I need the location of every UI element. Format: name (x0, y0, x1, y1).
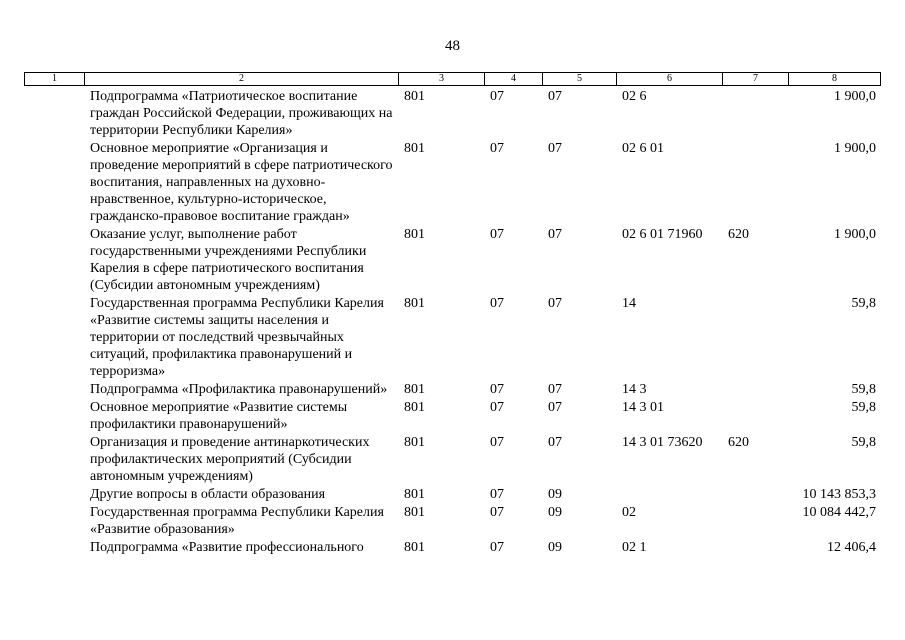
row-csr: 02 1 (622, 540, 647, 555)
row-csr: 02 6 (622, 89, 647, 104)
row-csr (616, 486, 722, 504)
row-sum: 59,8 (851, 400, 876, 415)
row-name: Подпрограмма «Профилактика правонарушений» (90, 382, 388, 397)
row-rz: 07 (490, 505, 504, 520)
row-name: Основное мероприятие «Организация и проведение мероприятий в сфере патриотического воспитания, направленных на духовно-нравственное, культурно-историческое, гражданско-правовое воспитание граждан» (90, 141, 393, 224)
row-sum: 12 406,4 (827, 540, 876, 555)
header-col-3: 3 (399, 73, 485, 86)
row-sum: 1 900,0 (834, 141, 876, 156)
row-sum: 10 084 442,7 (802, 505, 876, 520)
row-csr: 02 (622, 505, 636, 520)
row-rz: 07 (490, 435, 504, 450)
header-col-8: 8 (789, 73, 881, 86)
row-vr: 620 (728, 227, 749, 242)
row-rz: 07 (490, 382, 504, 397)
row-vr (722, 486, 788, 504)
row-ved: 801 (404, 435, 425, 450)
row-sum: 59,8 (851, 296, 876, 311)
row-csr: 14 3 (622, 382, 647, 397)
row-vr (722, 399, 788, 434)
row-name: Государственная программа Республики Карелия «Развитие системы защиты населения и территории от последствий чрезвычайных ситуаций, профилактика правонарушений и терроризма» (90, 296, 384, 379)
row-sum: 59,8 (851, 382, 876, 397)
table-row (24, 539, 880, 557)
row-rz: 07 (490, 400, 504, 415)
header-col-4: 4 (485, 73, 543, 86)
row-pr: 07 (548, 89, 562, 104)
row-pr: 07 (548, 382, 562, 397)
row-pr: 09 (548, 540, 562, 555)
row-sum: 10 143 853,3 (802, 487, 876, 502)
row-rz: 07 (490, 227, 504, 242)
row-pr: 07 (548, 400, 562, 415)
header-col-1: 1 (25, 73, 85, 86)
row-rz: 07 (490, 296, 504, 311)
row-vr (722, 140, 788, 226)
row-name: Подпрограмма «Патриотическое воспитание граждан Российской Федерации, проживающих на территории Республики Карелия» (90, 89, 393, 138)
row-csr: 14 3 01 73620 (622, 435, 703, 450)
row-name: Подпрограмма «Развитие профессионального (90, 540, 364, 555)
row-name: Другие вопросы в области образования (90, 487, 326, 502)
row-rz: 07 (490, 540, 504, 555)
row-vr (722, 539, 788, 557)
row-vr (722, 504, 788, 539)
row-pr: 09 (548, 487, 562, 502)
row-pr: 07 (548, 141, 562, 156)
table-row (24, 140, 880, 226)
row-rz: 07 (490, 141, 504, 156)
table-row (24, 399, 880, 434)
table-row (24, 226, 880, 295)
header-col-2: 2 (85, 73, 399, 86)
row-pr: 07 (548, 435, 562, 450)
row-name: Организация и проведение антинаркотических профилактических мероприятий (Субсидии автономным учреждениям) (90, 435, 370, 484)
header-col-7: 7 (723, 73, 789, 86)
header-col-5: 5 (543, 73, 617, 86)
row-csr: 14 (622, 296, 636, 311)
row-pr: 09 (548, 505, 562, 520)
row-pr: 07 (548, 227, 562, 242)
table-row (24, 295, 880, 381)
row-vr (722, 88, 788, 140)
row-ved: 801 (404, 540, 425, 555)
row-name: Государственная программа Республики Карелия «Развитие образования» (90, 505, 384, 537)
row-ved: 801 (404, 382, 425, 397)
row-sum: 1 900,0 (834, 89, 876, 104)
row-ved: 801 (404, 505, 425, 520)
table-row (24, 486, 880, 504)
column-number-header (24, 72, 881, 86)
row-rz: 07 (490, 89, 504, 104)
row-vr (722, 381, 788, 399)
budget-table (24, 88, 880, 557)
row-csr: 02 6 01 71960 (622, 227, 703, 242)
row-csr: 02 6 01 (622, 141, 664, 156)
row-ved: 801 (404, 487, 425, 502)
row-vr (722, 295, 788, 381)
row-pr: 07 (548, 296, 562, 311)
page-number: 48 (445, 38, 460, 54)
row-vr: 620 (728, 435, 749, 450)
table-row (24, 88, 880, 140)
table-row (24, 504, 880, 539)
table-row (24, 381, 880, 399)
row-csr: 14 3 01 (622, 400, 664, 415)
row-sum: 59,8 (851, 435, 876, 450)
row-ved: 801 (404, 296, 425, 311)
row-ved: 801 (404, 400, 425, 415)
row-ved: 801 (404, 141, 425, 156)
row-sum: 1 900,0 (834, 227, 876, 242)
row-ved: 801 (404, 89, 425, 104)
row-name: Основное мероприятие «Развитие системы профилактики правонарушений» (90, 400, 348, 432)
row-ved: 801 (404, 227, 425, 242)
row-name: Оказание услуг, выполнение работ государственными учреждениями Республики Карелия в сфере патриотического воспитания (Субсидии автономным учреждениям) (90, 227, 367, 293)
table-row (24, 434, 880, 486)
header-col-6: 6 (617, 73, 723, 86)
row-rz: 07 (490, 487, 504, 502)
